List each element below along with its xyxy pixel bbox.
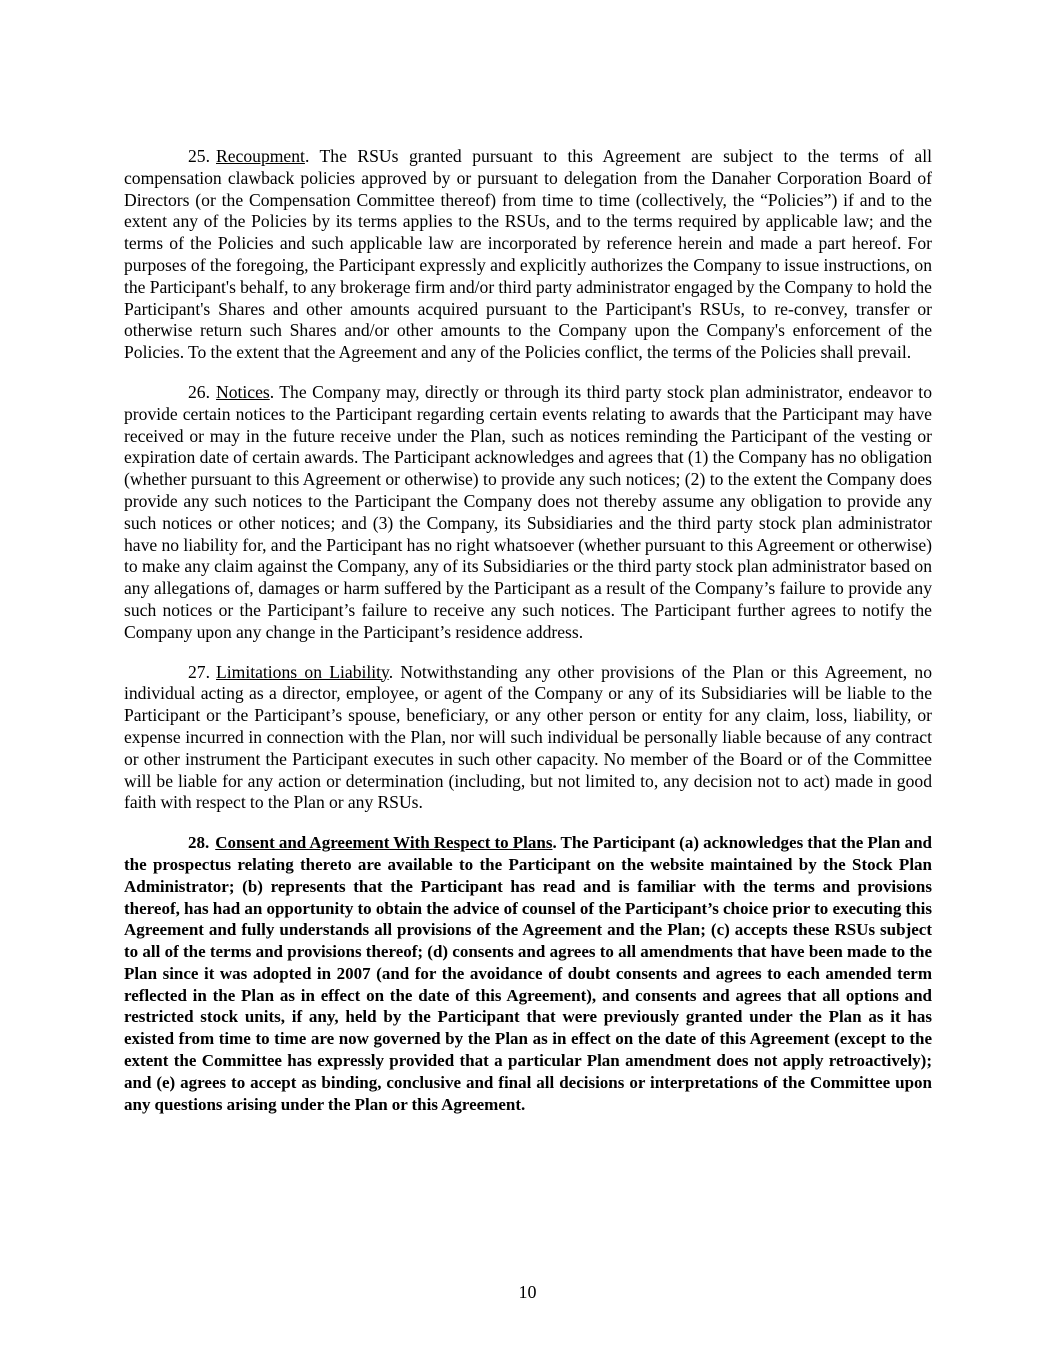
section-number: 26. [188,381,210,402]
section-heading: Notices [216,381,270,402]
section-26 [124,382,932,644]
section-body: The RSUs granted pursuant to this Agreement are subject to the terms of all compensation clawback policies approved by or pursuant to delegation from the Danaher Corporation Board of Directors (or the Compensation Committee thereof) from time to time (collectively, the “Policies”) if and to the extent any of the Policies by its terms applies to the RSUs, and to the terms required by applicable law; and the terms of the Policies and such applicable law are incorporated by reference herein and made a part hereof. For purposes of the foregoing, the Participant expressly and explicitly authorizes the Company to issue instructions, on the Participant's behalf, to any brokerage firm and/or third party administrator engaged by the Company to hold the Participant's Shares and other amounts acquired pursuant to the Participant's RSUs, to re-convey, transfer or otherwise return such Shares and/or other amounts to the Company upon the Company's enforcement of the Policies. To the extent that the Agreement and any of the Policies conflict, the terms of the Policies shall prevail. [124,146,932,363]
heading-period: . [552,833,557,853]
section-28 [124,832,932,1115]
section-number: 25. [188,146,210,166]
section-body: The Participant (a) acknowledges that the Plan and the prospectus relating thereto are available to the Participant on the website maintained by the Stock Plan Administrator; (b) represents that the Participant has read and is familiar with the terms and provisions thereof, has had an opportunity to obtain the advice of counsel of the Participant’s choice prior to executing this Agreement and fully understands all provisions of the Agreement and the Plan; (c) accepts these RSUs subject to all of the terms and provisions thereof; (d) consents and agrees to all amendments that have been made to the Plan since it was adopted in 2007 (and for the avoidance of doubt consents and agrees to each amended term reflected in the Plan as in effect on the date of this Agreement), and consents and agrees that all options and restricted stock units, if any, held by the Participant that were previously granted under the Plan as it has existed from time to time are now governed by the Plan as in effect on the date of this Agreement (except to the extent the Committee has expressly provided that a particular Plan amendment does not apply retroactively); and (e) agrees to accept as binding, conclusive and final all decisions or interpretations of the Committee upon any questions arising under the Plan or this Agreement. [124,833,933,1114]
section-heading: Consent and Agreement With Respect to Plans [215,833,553,853]
section-heading: Limitations on Liability [216,661,389,682]
section-number: 28. [188,833,210,853]
heading-period: . [269,381,275,402]
heading-period: . [304,146,310,166]
section-number: 27. [188,661,210,682]
heading-period: . [388,661,394,682]
section-body: The Company may, directly or through its third party stock plan administrator, endeavor to provide certain notices to the Participant regarding certain events relating to awards that the Participant may have received or may in the future receive under the Plan, such as notices reminding the Participant of the vesting or expiration date of certain awards. The Participant acknowledges and agrees that (1) the Company has no obligation (whether pursuant to this Agreement or otherwise) to provide any such notices; (2) to the extent the Company does provide any such notices to the Participant the Company does not thereby assume any obligation to provide any such notices or other notices; and (3) the Company, its Subsidiaries and the third party stock plan administrator have no liability for, and the Participant has no right whatsoever (whether pursuant to this Agreement or otherwise) to make any claim against the Company, any of its Subsidiaries or the third party stock plan administrator based on any allegations of, damages or harm suffered by the Participant as a result of the Company’s failure to provide any such notices or the Participant’s failure to receive any such notices. The Participant further agrees to notify the Company upon any change in the Participant’s residence address. [124,381,932,642]
page-number: 10 [518,1282,537,1302]
section-body: Notwithstanding any other provisions of the Plan or this Agreement, no individual acting as a director, employee, or agent of the Company or any of its Subsidiaries will be liable to the Participant or the Participant’s spouse, beneficiary, or any other person or entity for any claim, loss, liability, or expense incurred in connection with the Plan, nor will such individual be personally liable because of any contract or other instrument the Participant executes in such other capacity. No member of the Board or of the Committee will be liable for any action or determination (including, but not limited to, any decision not to act) made in good faith with respect to the Plan or any RSUs. [124,661,932,813]
section-25 [124,146,932,364]
section-27 [124,662,932,815]
section-heading: Recoupment [216,146,305,166]
document-page [124,146,932,1133]
